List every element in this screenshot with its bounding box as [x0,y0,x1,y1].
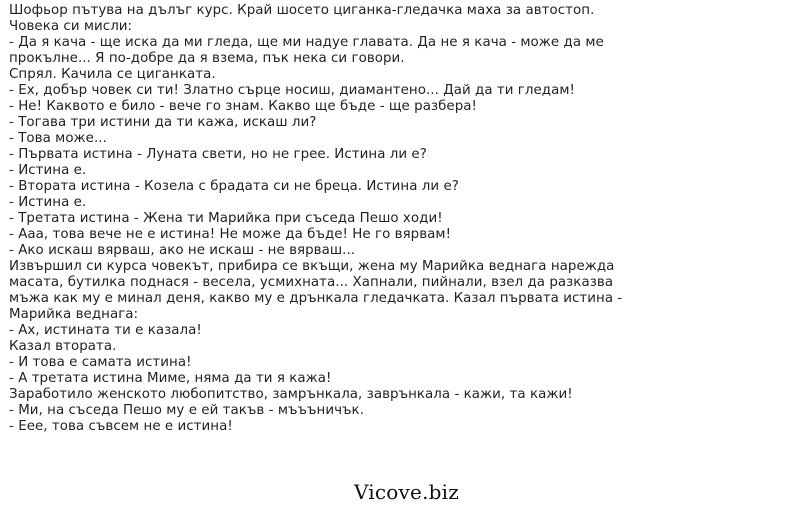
joke-line: Марийка веднага: [9,307,139,322]
joke-line: - Ех, добър човек си ти! Златно сърце носиш, диамантено... Дай да ти гледам! [9,83,575,98]
joke-line: - Тогава три истини да ти кажа, искаш ли? [9,115,317,130]
joke-line: масата, бутилка поднася - весела, усмихната... Хапнали, пийнали, взел да разказва [9,275,614,290]
joke-line: Шофьор пътува на дълъг курс. Край шосето циганка-гледачка маха за автостоп. [9,3,595,18]
joke-line: - Ааа, това вече не е истина! Не може да бъде! Не го вярвам! [9,227,451,242]
joke-line: - Еее, това съвсем не е истина! [9,419,233,434]
joke-line: - А третата истина Миме, няма да ти я кажа! [9,371,332,386]
joke-line: - Третата истина - Жена ти Марийка при съседа Пешо ходи! [9,211,443,226]
joke-line: Заработило женското любопитство, замрънкала, заврънкала - кажи, та кажи! [9,387,573,402]
joke-line: Човека си мисли: [9,19,133,34]
joke-line: - Това може... [9,131,107,146]
joke-line: прокълне... Я по-добре да я взема, пък нека си говори. [9,51,405,66]
joke-line: - Да я кача - ще иска да ми гледа, ще ми надуе главата. Да не я кача - може да ме [9,35,604,50]
joke-line: - Ми, на съседа Пешо му е ей такъв - мъъъничък. [9,403,365,418]
joke-line: - Ако искаш вярваш, ако не искаш - не вярваш... [9,243,356,258]
joke-line: мъжа как му е минал деня, какво му е дрънкала гледачката. Казал първата истина - [9,291,623,306]
joke-line: - Първата истина - Луната свети, но не грее. Истина ли е? [9,147,427,162]
joke-line: - Втората истина - Козела с брадата си не бреца. Истина ли е? [9,179,459,194]
joke-line: Казал втората. [9,339,117,354]
joke-line: - Истина е. [9,163,87,178]
joke-line: - Ах, истината ти е казала! [9,323,202,338]
joke-line: - И това е самата истина! [9,355,192,370]
joke-line: Спрял. Качила се циганката. [9,67,216,82]
site-watermark: Vicove.biz [354,480,459,504]
joke-line: - Не! Каквото е било - вече го знам. Какво ще бъде - ще разбера! [9,99,477,114]
joke-line: Извършил си курса човекът, прибира се вкъщи, жена му Марийка веднага нарежда [9,259,615,274]
joke-line: - Истина е. [9,195,87,210]
joke-text-block [9,3,801,435]
